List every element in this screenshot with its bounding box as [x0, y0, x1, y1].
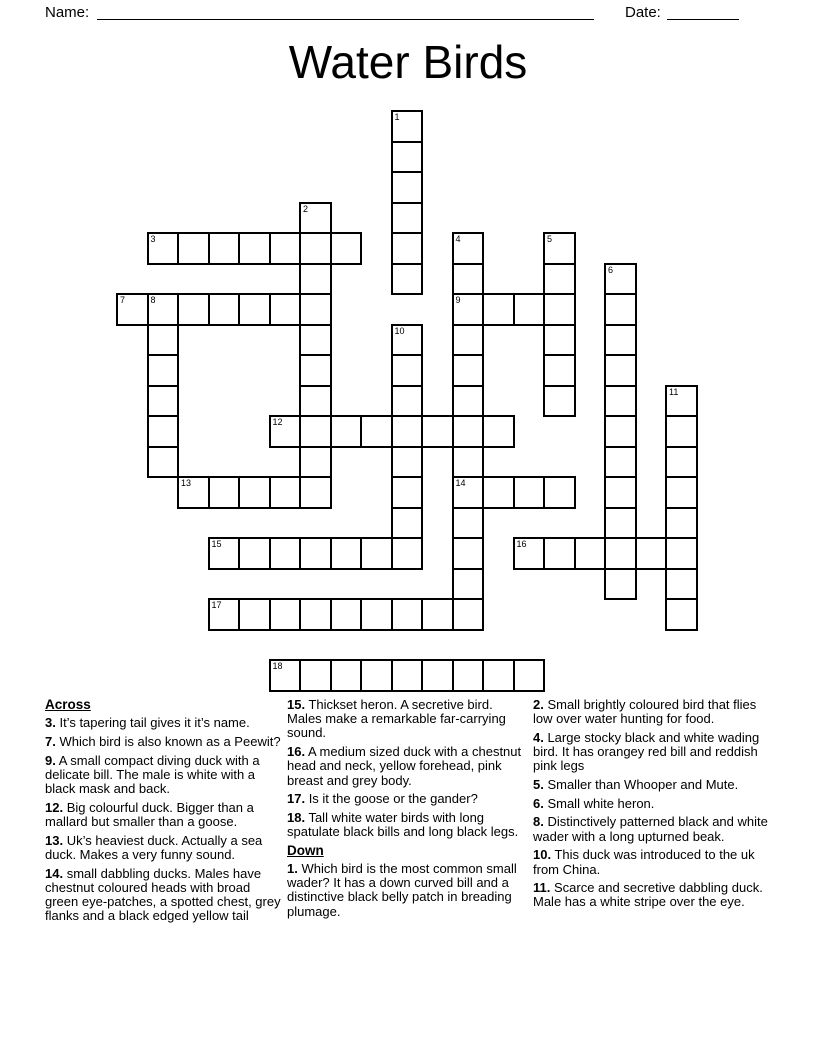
grid-cell[interactable] — [360, 598, 393, 631]
grid-cell[interactable] — [391, 659, 424, 692]
clue-number: 12. — [45, 799, 64, 815]
clues-column-1 — [45, 698, 283, 928]
across-heading: Across — [45, 697, 91, 712]
clue-number: 2. — [533, 697, 544, 712]
clue-number: 4. — [533, 729, 544, 745]
clue-item: 12. Big colourful duck. Bigger than a mallard but smaller than a goose. — [45, 799, 254, 829]
clues-column-3 — [533, 698, 775, 914]
grid-cell[interactable] — [391, 598, 424, 631]
clue-number: 9. — [45, 752, 56, 768]
clue-number: 6. — [533, 795, 544, 811]
grid-cell[interactable] — [482, 476, 515, 509]
grid-cell[interactable] — [452, 476, 485, 509]
grid-cell[interactable] — [543, 537, 576, 570]
grid-cell[interactable] — [421, 415, 454, 448]
grid-cell[interactable] — [147, 385, 180, 418]
grid-cell[interactable] — [452, 415, 485, 448]
grid-cell[interactable] — [299, 598, 332, 631]
grid-cell[interactable] — [452, 446, 485, 479]
grid-cell[interactable] — [604, 354, 637, 387]
grid-cell[interactable] — [330, 659, 363, 692]
grid-cell[interactable] — [543, 293, 576, 326]
grid-cell[interactable] — [177, 293, 210, 326]
grid-cell[interactable] — [635, 537, 668, 570]
grid-cell[interactable] — [269, 537, 302, 570]
grid-cell[interactable] — [391, 324, 424, 357]
cell-number: 11 — [669, 386, 679, 397]
grid-cell[interactable] — [391, 263, 424, 296]
grid-cell[interactable] — [452, 385, 485, 418]
clue-number: 10. — [533, 847, 552, 863]
name-label: Name: — [45, 4, 90, 21]
clue-item: 1. Which bird is the most common small wader? It has a down curved bill and a distinctive black belly patch in breading plumage. — [287, 861, 517, 919]
grid-cell[interactable] — [665, 476, 698, 509]
clue-item: 18. Tall white water birds with long spatulate black bills and long black legs. — [287, 809, 519, 840]
grid-cell[interactable] — [421, 659, 454, 692]
grid-cell[interactable] — [513, 293, 546, 326]
grid-cell[interactable] — [238, 476, 271, 509]
grid-cell[interactable] — [452, 263, 485, 296]
grid-cell[interactable] — [299, 446, 332, 479]
grid-cell[interactable] — [299, 385, 332, 418]
clue-item: 16. A medium sized duck with a chestnut head and neck, yellow forehead, pink breast and grey body. — [287, 744, 522, 788]
cell-number: 13 — [181, 478, 192, 488]
grid-cell[interactable] — [208, 476, 241, 509]
down-heading: Down — [287, 842, 324, 858]
grid-cell[interactable] — [513, 476, 546, 509]
grid-cell[interactable] — [147, 446, 180, 479]
grid-cell[interactable] — [299, 354, 332, 387]
grid-cell[interactable] — [391, 141, 424, 174]
grid-cell[interactable] — [269, 293, 302, 326]
grid-cell[interactable] — [574, 537, 607, 570]
grid-cell[interactable] — [269, 415, 302, 448]
grid-cell[interactable] — [452, 507, 485, 540]
cell-number: 17 — [211, 600, 222, 610]
grid-cell[interactable] — [482, 659, 515, 692]
grid-cell[interactable] — [330, 598, 363, 631]
grid-cell[interactable] — [513, 537, 546, 570]
grid-cell[interactable] — [452, 537, 485, 570]
clue-number: 8. — [533, 814, 544, 830]
grid-cell[interactable] — [452, 598, 485, 631]
clue-item: 7. Which bird is also known as a Peewit? — [45, 733, 281, 749]
clue-item: 6. Small white heron. — [533, 795, 655, 811]
clue-number: 5. — [533, 777, 544, 793]
grid-cell[interactable] — [452, 324, 485, 357]
cell-number: 16 — [516, 539, 527, 549]
grid-cell[interactable] — [208, 598, 241, 631]
grid-cell[interactable] — [604, 293, 637, 326]
grid-cell[interactable] — [604, 537, 637, 570]
grid-cell[interactable] — [269, 232, 302, 265]
date-label: Date: — [625, 4, 661, 21]
grid-cell[interactable] — [330, 537, 363, 570]
grid-cell[interactable] — [116, 293, 149, 326]
grid-cell[interactable] — [482, 415, 515, 448]
grid-cell[interactable] — [330, 415, 363, 448]
cell-number: 2 — [303, 203, 309, 214]
clue-number: 11. — [533, 880, 551, 896]
grid-cell[interactable] — [238, 598, 271, 631]
grid-cell[interactable] — [391, 202, 424, 235]
grid-cell[interactable] — [269, 476, 302, 509]
grid-cell[interactable] — [604, 507, 637, 540]
clue-item: 13. Uk’s heaviest duck. Actually a sea duck. Makes a very funny sound. — [45, 832, 263, 862]
grid-cell[interactable] — [238, 537, 271, 570]
grid-cell[interactable] — [665, 415, 698, 448]
grid-cell[interactable] — [147, 293, 180, 326]
grid-cell[interactable] — [391, 415, 424, 448]
grid-cell[interactable] — [543, 476, 576, 509]
grid-cell[interactable] — [543, 263, 576, 296]
grid-cell[interactable] — [604, 476, 637, 509]
clue-item: 2. Small brightly coloured bird that flies low over water hunting for food. — [533, 697, 757, 727]
grid-cell[interactable] — [330, 232, 363, 265]
grid-cell[interactable] — [665, 568, 698, 601]
grid-cell[interactable] — [360, 415, 393, 448]
grid-cell[interactable] — [299, 202, 332, 235]
cell-number: 9 — [455, 295, 461, 305]
clue-number: 1. — [287, 861, 298, 877]
page-title: Water Birds — [288, 36, 528, 88]
clue-item: 9. A small compact diving duck with a delicate bill. The male is white with a black mask and back. — [45, 752, 260, 797]
grid-cell[interactable] — [665, 385, 698, 418]
grid-cell[interactable] — [177, 232, 210, 265]
cell-number: 18 — [272, 661, 283, 671]
clue-item: 17. Is it the goose or the gander? — [287, 791, 478, 807]
clue-number: 7. — [45, 733, 56, 749]
cell-number: 12 — [272, 417, 283, 427]
grid-cell[interactable] — [391, 507, 424, 540]
clue-item: 8. Distinctively patterned black and white wader with a long upturned beak. — [533, 814, 768, 844]
grid-cell[interactable] — [208, 232, 241, 265]
grid-cell[interactable] — [452, 568, 485, 601]
grid-cell[interactable] — [543, 232, 576, 265]
grid-cell[interactable] — [269, 659, 302, 692]
grid-cell[interactable] — [421, 598, 454, 631]
name-line — [97, 6, 594, 20]
grid-cell[interactable] — [269, 598, 302, 631]
grid-cell[interactable] — [391, 171, 424, 204]
grid-cell[interactable] — [391, 354, 424, 387]
grid-cell[interactable] — [299, 263, 332, 296]
grid-cell[interactable] — [299, 324, 332, 357]
grid-cell[interactable] — [604, 324, 637, 357]
clue-item: 5. Smaller than Whooper and Mute. — [533, 777, 739, 793]
grid-cell[interactable] — [299, 415, 332, 448]
clue-number: 3. — [45, 715, 56, 731]
grid-cell[interactable] — [665, 446, 698, 479]
grid-cell[interactable] — [543, 385, 576, 418]
grid-cell[interactable] — [665, 537, 698, 570]
grid-cell[interactable] — [147, 232, 180, 265]
grid-cell[interactable] — [147, 354, 180, 387]
grid-cell[interactable] — [177, 476, 210, 509]
grid-cell[interactable] — [299, 293, 332, 326]
grid-cell[interactable] — [147, 324, 180, 357]
grid-cell[interactable] — [391, 385, 424, 418]
grid-cell[interactable] — [391, 537, 424, 570]
grid-cell[interactable] — [604, 568, 637, 601]
cell-number: 4 — [455, 234, 461, 244]
cell-number: 14 — [455, 478, 466, 488]
clue-number: 16. — [287, 744, 306, 760]
grid-cell[interactable] — [452, 354, 485, 387]
grid-cell[interactable] — [604, 385, 637, 418]
grid-cell[interactable] — [452, 293, 485, 326]
grid-cell[interactable] — [391, 446, 424, 479]
grid-cell[interactable] — [238, 232, 271, 265]
grid-cell[interactable] — [604, 446, 637, 479]
cell-number: 7 — [120, 295, 126, 305]
grid-cell[interactable] — [299, 537, 332, 570]
cell-number: 8 — [150, 295, 156, 305]
grid-cell[interactable] — [147, 415, 180, 448]
grid-cell[interactable] — [299, 659, 332, 692]
grid-cell[interactable] — [604, 263, 637, 296]
cell-number: 15 — [211, 539, 222, 549]
cell-number: 1 — [394, 112, 400, 122]
clue-number: 18. — [287, 809, 306, 825]
grid-cell[interactable] — [604, 415, 637, 448]
clue-item: 3. It’s tapering tail gives it it’s name. — [45, 715, 250, 731]
grid-cell[interactable] — [391, 232, 424, 265]
grid-cell[interactable] — [452, 659, 485, 692]
cell-number: 3 — [150, 234, 156, 244]
cell-number: 5 — [547, 234, 553, 244]
cell-number: 10 — [394, 325, 405, 336]
date-line — [667, 6, 739, 20]
grid-cell[interactable] — [452, 232, 485, 265]
grid-cell[interactable] — [208, 293, 241, 326]
grid-cell[interactable] — [360, 659, 393, 692]
clue-number: 15. — [287, 697, 306, 712]
clue-item: 14. small dabbling ducks. Males have chestnut coloured heads with broad green eye-patches, a spotted chest, grey flanks and a black edged yellow tail — [45, 865, 281, 924]
clue-item: 15. Thickset heron. A secretive bird. Males make a remarkable far-carrying sound. — [287, 697, 506, 741]
clue-number: 13. — [45, 832, 64, 848]
date-field — [625, 3, 739, 21]
grid-cell[interactable] — [513, 659, 546, 692]
crossword-grid — [116, 110, 698, 692]
grid-cell[interactable] — [665, 598, 698, 631]
grid-cell[interactable] — [360, 537, 393, 570]
clue-number: 17. — [287, 791, 306, 807]
clue-item: 10. This duck was introduced to the uk from China. — [533, 847, 755, 877]
grid-cell[interactable] — [391, 110, 424, 143]
grid-cell[interactable] — [482, 293, 515, 326]
grid-cell[interactable] — [543, 354, 576, 387]
grid-cell[interactable] — [208, 537, 241, 570]
clues-column-2 — [287, 698, 525, 923]
clue-item: 4. Large stocky black and white wading bird. It has orangey red bill and reddish pink legs — [533, 729, 760, 774]
cell-number: 6 — [608, 264, 614, 275]
name-field — [45, 3, 594, 21]
grid-cell[interactable] — [238, 293, 271, 326]
grid-cell[interactable] — [543, 324, 576, 357]
grid-cell[interactable] — [665, 507, 698, 540]
grid-cell[interactable] — [299, 476, 332, 509]
clue-item: 11. Scarce and secretive dabbling duck. Male has a white stripe over the eye. — [533, 880, 763, 910]
clue-number: 14. — [45, 865, 64, 881]
grid-cell[interactable] — [391, 476, 424, 509]
grid-cell[interactable] — [299, 232, 332, 265]
